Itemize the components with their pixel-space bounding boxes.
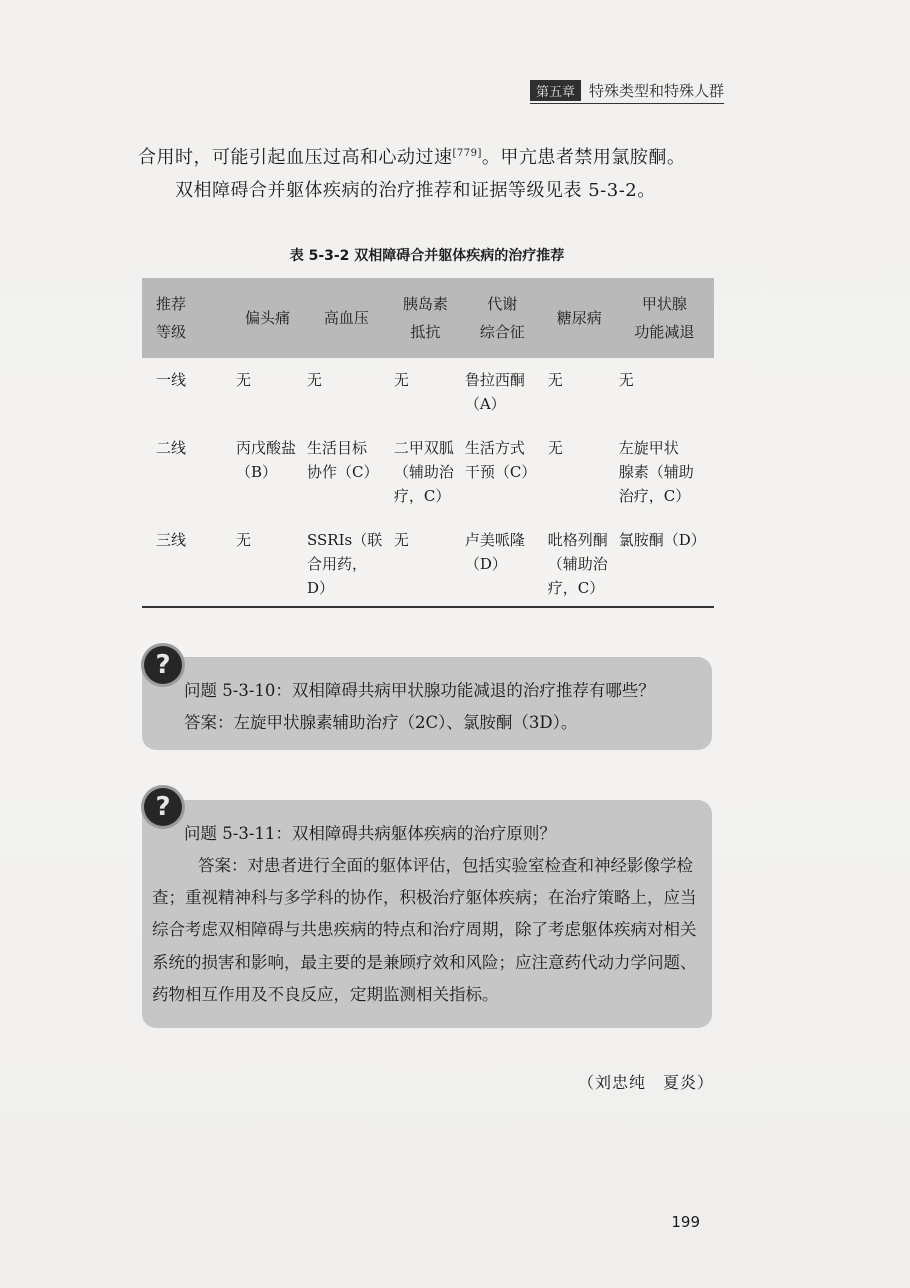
header-cell: 胰岛素 抵抗 — [390, 278, 461, 358]
table-header-row — [142, 278, 714, 358]
paragraph-table-intro: 双相障碍合并躯体疾病的治疗推荐和证据等级见表 5-3-2。 — [175, 180, 656, 201]
page-number: 199 — [671, 1213, 700, 1231]
table-cell: 卢美哌隆 （D） — [461, 518, 544, 607]
table-cell: 无 — [393, 371, 409, 389]
paragraph-continued — [138, 143, 778, 169]
table-cell: 无 — [547, 371, 563, 389]
table-cell: 一线 — [156, 371, 187, 389]
table-cell: 左旋甲状 腺素（辅助 治疗，C） — [618, 439, 694, 505]
paragraph-text: 合用时，可能引起血压过高和心动过速 — [138, 147, 453, 168]
header-cell: 甲状腺 功能减退 — [615, 278, 714, 358]
table-cell: 吡格列酮 （辅助治 疗，C） — [544, 518, 615, 607]
header-cell: 高血压 — [303, 278, 390, 358]
running-header — [530, 80, 724, 101]
table-row — [142, 518, 714, 607]
table-cell: 二线 — [156, 439, 187, 457]
header-cell: 代谢 综合征 — [461, 278, 544, 358]
qa-answer: 答案：对患者进行全面的躯体评估，包括实验室检查和神经影像学检查；重视精神科与多学科的协作，积极治疗躯体疾病；在治疗策略上，应当综合考虑双相障碍与共患疾病的特点和治疗周期，除了考虑躯体疾病对相关系统的损害和影响，最主要的是兼顾疗效和风险；应注意药代动力学问题、药物相互作用及不良反应，定期监测相关指标。 — [152, 856, 697, 1004]
chapter-title: 特殊类型和特殊人群 — [588, 82, 724, 100]
table-cell: 生活目标 协作（C） — [306, 439, 379, 481]
qa-answer: 答案：左旋甲状腺素辅助治疗（2C）、氯胺酮（3D）。 — [184, 713, 578, 733]
table-cell: 无 — [618, 371, 634, 389]
table-row — [142, 358, 714, 426]
table-cell: 三线 — [142, 518, 232, 607]
header-rule — [530, 103, 724, 104]
table-cell: 鲁拉西酮 （A） — [464, 371, 525, 413]
qa-box-5-3-11 — [142, 800, 712, 1028]
table-cell: 氯胺酮（D） — [615, 518, 714, 607]
table-cell: 无 — [232, 518, 303, 607]
header-cell: 偏头痛 — [232, 278, 303, 358]
table-cell: SSRIs（联 合用药， D） — [303, 518, 390, 607]
paragraph-tail: 。甲亢患者禁用氯胺酮。 — [481, 147, 686, 168]
author-credit: （刘忠纯 夏炎） — [577, 1073, 714, 1092]
table-cell: 无 — [390, 518, 461, 607]
chapter-badge: 第五章 — [530, 80, 581, 101]
table-row — [142, 426, 714, 518]
table-cell: 无 — [236, 371, 252, 389]
table-cell: 生活方式 干预（C） — [464, 439, 537, 481]
table-cell: 无 — [306, 371, 322, 389]
citation-ref: [779] — [452, 148, 482, 159]
qa-question: 问题 5-3-11：双相障碍共病躯体疾病的治疗原则？ — [184, 824, 556, 843]
table-caption: 表 5-3-2 双相障碍合并躯体疾病的治疗推荐 — [289, 248, 565, 264]
qa-question: 问题 5-3-10：双相障碍共病甲状腺功能减退的治疗推荐有哪些？ — [184, 681, 655, 700]
header-cell: 糖尿病 — [544, 278, 615, 358]
qa-box-5-3-10 — [142, 657, 712, 750]
table-cell: 二甲双胍 （辅助治 疗，C） — [393, 439, 454, 505]
table-cell: 丙戊酸盐 （B） — [236, 439, 297, 481]
table-cell: 无 — [547, 439, 563, 457]
recommendation-table — [142, 278, 714, 608]
question-icon: ? — [144, 788, 182, 826]
header-cell: 推荐 等级 — [142, 278, 232, 358]
question-icon: ? — [144, 646, 182, 684]
